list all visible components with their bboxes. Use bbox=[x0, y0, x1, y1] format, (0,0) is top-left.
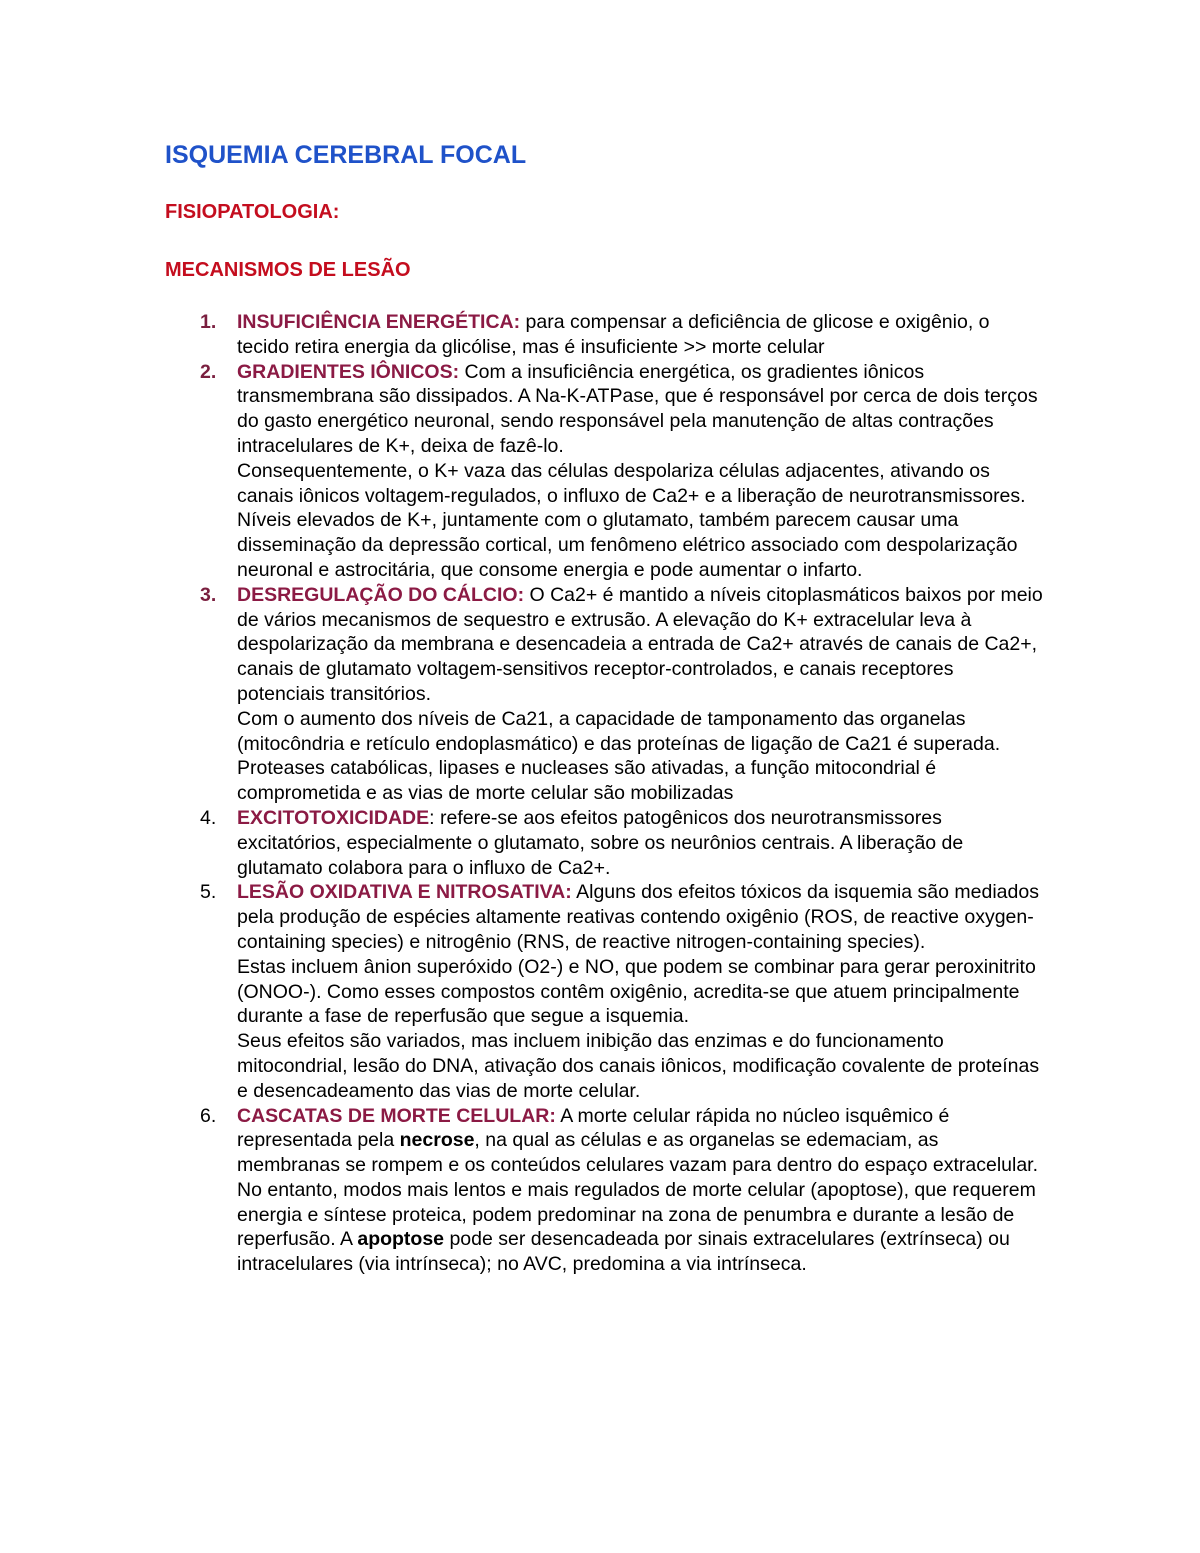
item-text: : refere-se aos efeitos patogênicos dos neurotransmissores excitatórios, especialmente o glutamato, sobre os neurônios centrais. A liberação de glutamato colabora para o influxo de Ca2+. bbox=[237, 806, 964, 879]
item-text: Com a insuficiência energética, os gradientes iônicos transmembrana são dissipados. A Na-K-ATPase, que é responsável por cerca de dois terços do gasto energético neuronal, sendo responsável pela manutenção de altas contrações intracelulares de K+, deixa de fazê-lo. bbox=[237, 360, 1038, 457]
bold-term-necrose: necrose bbox=[399, 1129, 475, 1152]
list-number: 2. bbox=[200, 360, 217, 383]
list-number: 4. bbox=[200, 806, 217, 829]
document-page bbox=[165, 138, 1045, 1277]
list-number: 3. bbox=[200, 583, 217, 606]
section-heading-mecanismos: MECANISMOS DE LESÃO bbox=[165, 259, 411, 281]
list-item-excitotoxicidade bbox=[165, 806, 1045, 880]
section-heading-fisiopatologia: FISIOPATOLOGIA: bbox=[165, 201, 340, 223]
item-text: para compensar a deficiência de glicose e oxigênio, o tecido retira energia da glicólise, mas é insuficiente >> morte celular bbox=[237, 311, 990, 358]
document-title: ISQUEMIA CEREBRAL FOCAL bbox=[165, 141, 527, 169]
item-text: A morte celular rápida no núcleo isquêmico é representada pela bbox=[237, 1104, 950, 1152]
item-text: , na qual as células e as organelas se edemaciam, as membranas se rompem e os conteúdos celulares vazam para dentro do espaço extracelular. No entanto, modos mais lentos e mais regulados de morte celular (apoptose), que requerem energia e síntese proteica, podem predominar na zona de penumbra e durante a lesão de reperfusão. A bbox=[237, 1129, 1039, 1251]
list-item-lesao-oxidativa bbox=[165, 880, 1045, 1103]
item-paragraph: Com o aumento dos níveis de Ca21, a capacidade de tamponamento das organelas (mitocôndria e retículo endoplasmático) e das proteínas de ligação de Ca21 é superada. Proteases catabólicas, lipases e nucleases são ativadas, a função mitocondrial é comprometida e as vias de morte celular são mobilizadas bbox=[237, 707, 1001, 805]
list-item-calcio bbox=[165, 583, 1045, 806]
item-paragraph: Seus efeitos são variados, mas incluem inibição das enzimas e do funcionamento mitocondrial, lesão do DNA, ativação dos canais iônicos, modificação covalente de proteínas e desencadeamento das vias de morte celular. bbox=[237, 1030, 1040, 1102]
item-paragraph: Consequentemente, o K+ vaza das células despolariza células adjacentes, ativando os canais iônicos voltagem-regulados, o influxo de Ca2+ e a liberação de neurotransmissores. bbox=[237, 459, 1026, 507]
item-paragraph: Estas incluem ânion superóxido (O2-) e NO, que podem se combinar para gerar peroxinitrito (ONOO-). Como esses compostos contêm oxigênio, acredita-se que atuem principalmente durante a fase de reperfusão que segue a isquemia. bbox=[237, 955, 1036, 1028]
list-item-cascatas bbox=[165, 1104, 1045, 1278]
item-text: Alguns dos efeitos tóxicos da isquemia são mediados pela produção de espécies altamente reativas contendo oxigênio (ROS, de reactive oxygen-containing species) e nitrogênio (RNS, de reactive nitrogen-containing species). bbox=[237, 881, 1039, 953]
item-paragraph: Níveis elevados de K+, juntamente com o glutamato, também parecem causar uma disseminação da depressão cortical, um fenômeno elétrico associado com despolarização neuronal e astrocitária, que consome energia e pode aumentar o infarto. bbox=[237, 509, 1018, 581]
item-heading: DESREGULAÇÃO DO CÁLCIO: bbox=[237, 583, 525, 606]
list-number: 6. bbox=[200, 1104, 217, 1127]
item-heading: LESÃO OXIDATIVA E NITROSATIVA: bbox=[237, 881, 572, 904]
item-heading: EXCITOTOXICIDADE bbox=[237, 806, 430, 829]
mechanisms-list bbox=[165, 310, 1045, 1277]
item-heading: CASCATAS DE MORTE CELULAR: bbox=[237, 1104, 556, 1127]
list-item-insuficiencia bbox=[165, 310, 1045, 360]
item-heading: INSUFICIÊNCIA ENERGÉTICA: bbox=[237, 311, 521, 333]
item-text: O Ca2+ é mantido a níveis citoplasmáticos baixos por meio de vários mecanismos de sequestro e extrusão. A elevação do K+ extracelular leva à despolarização da membrana e desencadeia a entrada de Ca2+ através de canais de Ca2+, canais de glutamato voltagem-sensitivos receptor-controlados, e canais receptores potenciais transitórios. bbox=[237, 583, 1043, 705]
list-item-gradientes bbox=[165, 360, 1045, 583]
item-heading: GRADIENTES IÔNICOS: bbox=[237, 360, 460, 383]
list-number: 1. bbox=[200, 311, 217, 333]
list-number: 5. bbox=[200, 881, 217, 904]
item-text: pode ser desencadeada por sinais extracelulares (extrínseca) ou intracelulares (via intrínseca); no AVC, predomina a via intrínseca. bbox=[237, 1228, 1010, 1276]
bold-term-apoptose: apoptose bbox=[357, 1228, 445, 1251]
